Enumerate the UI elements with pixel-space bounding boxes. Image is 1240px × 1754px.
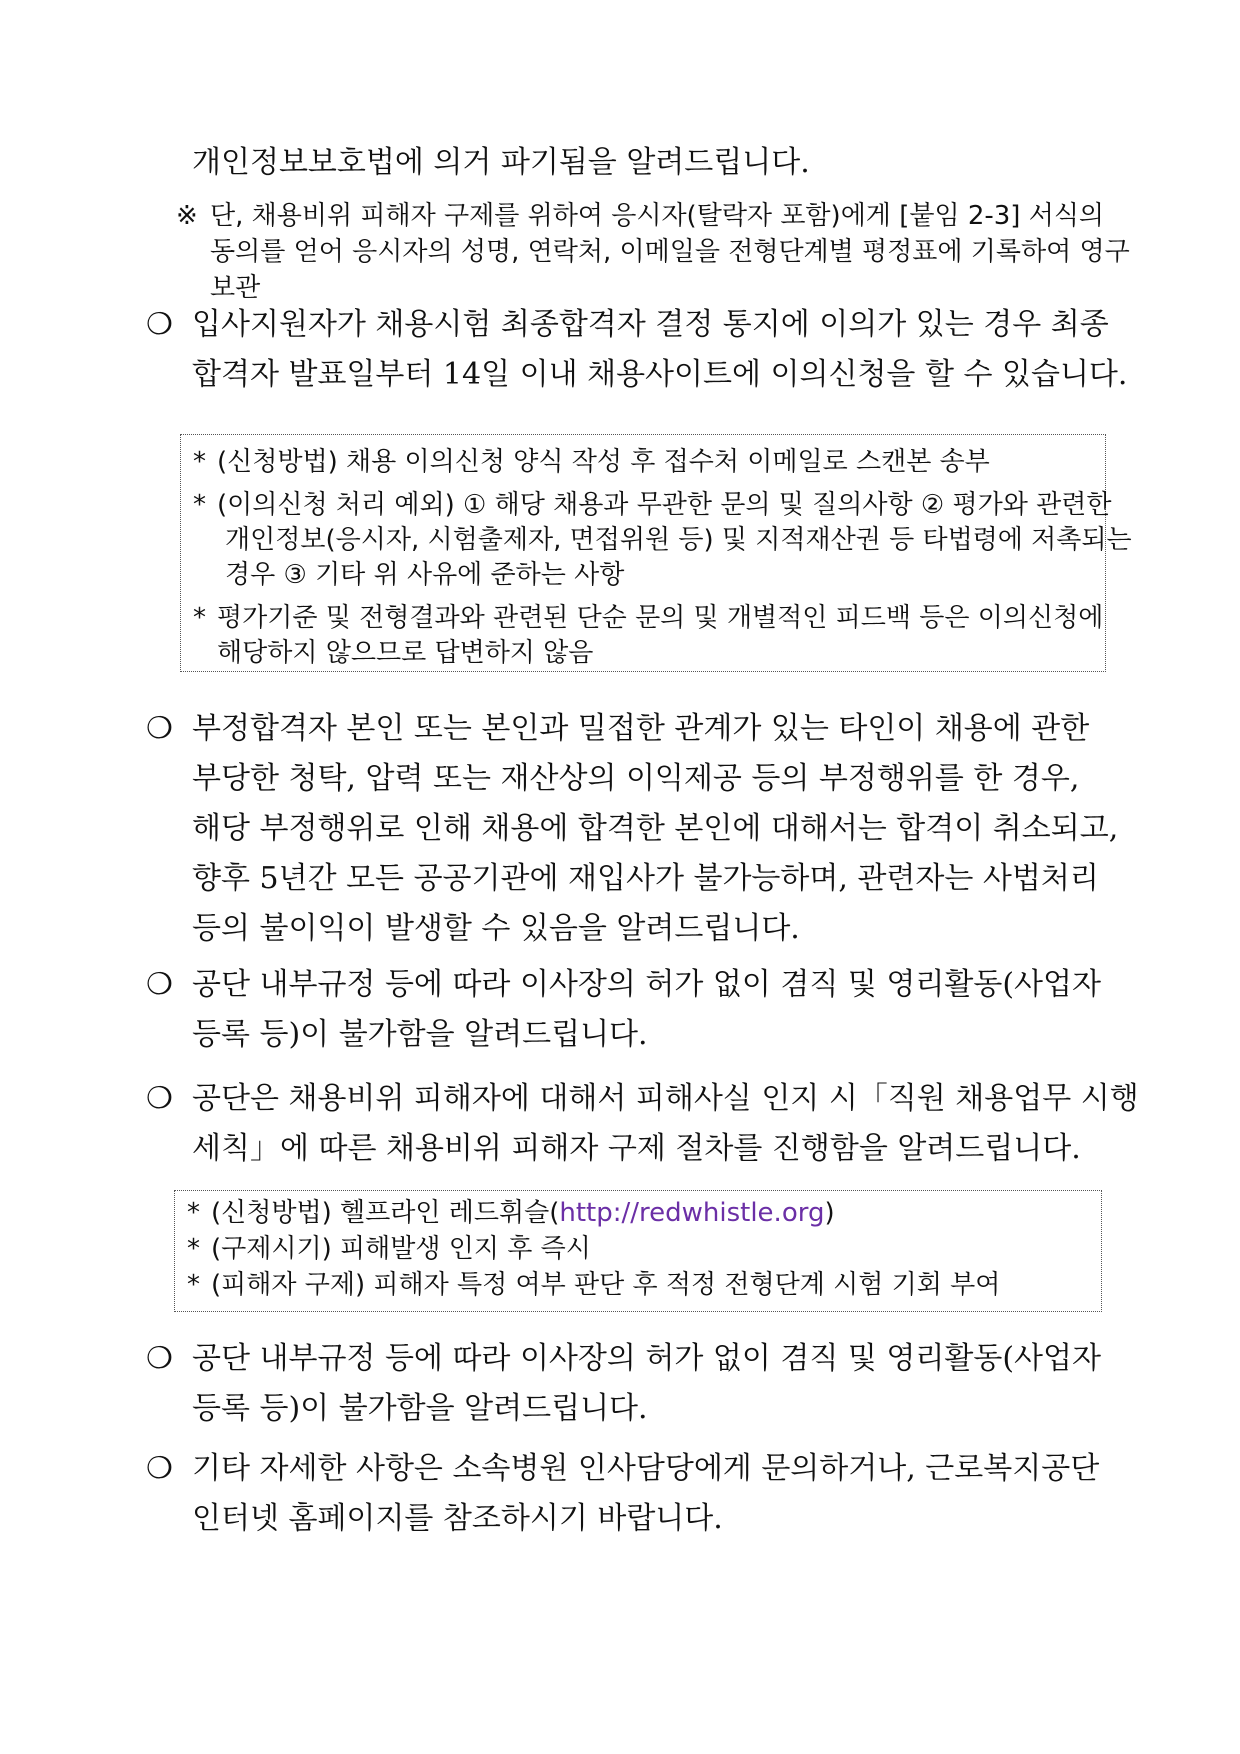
- bullet-objection: [146, 300, 1128, 400]
- asterisk-mark: *: [193, 603, 206, 633]
- bullet-victim-relief: [146, 1074, 1139, 1174]
- bullet-inquiry: [146, 1444, 1124, 1544]
- bullet-line: 등의 불이익이 발생할 수 있음을 알려드립니다.: [192, 911, 800, 946]
- box-item-line: (신청방법) 헬프라인 레드휘슬(: [211, 1198, 560, 1228]
- bullet-circle-icon: ❍: [146, 967, 173, 1002]
- box-item-line: 평가기준 및 전형결과와 관련된 단순 문의 및 개별적인 피드백 등은 이의신청에: [217, 603, 1104, 633]
- bullet-fraud: [146, 704, 1124, 954]
- victim-relief-box: [174, 1190, 1102, 1312]
- bullet-line: 인터넷 홈페이지를 참조하시기 바랍니다.: [192, 1501, 723, 1536]
- bullet-line: 합격자 발표일부터 14일 이내 채용사이트에 이의신청을 할 수 있습니다.: [192, 357, 1128, 392]
- bullet-side-job: [146, 960, 1124, 1060]
- bullet-line: 공단 내부규정 등에 따라 이사장의 허가 없이 겸직 및 영리활동(사업자: [192, 1341, 1101, 1376]
- box-item: [187, 1267, 1089, 1303]
- note-line: 보관: [210, 273, 261, 303]
- redwhistle-link[interactable]: http://redwhistle.org: [559, 1198, 825, 1228]
- bullet-line: 기타 자세한 사항은 소속병원 인사담당에게 문의하거나, 근로복지공단: [192, 1451, 1100, 1486]
- box-item-line: 경우 ③ 기타 위 사유에 준하는 사항: [225, 560, 625, 590]
- note-text: [210, 198, 1130, 306]
- bullet-line: 입사지원자가 채용시험 최종합격자 결정 통지에 이의가 있는 경우 최종: [192, 307, 1109, 342]
- box-item-line: (피해자 구제) 피해자 특정 여부 판단 후 적정 전형단계 시험 기회 부여: [211, 1270, 1001, 1300]
- box-item-line: (신청방법) 채용 이의신청 양식 작성 후 접수처 이메일로 스캔본 송부: [217, 447, 990, 477]
- bullet-line: 공단은 채용비위 피해자에 대해서 피해사실 인지 시「직원 채용업무 시행: [192, 1081, 1139, 1116]
- objection-details-box: [180, 434, 1132, 672]
- asterisk-mark: *: [193, 490, 206, 520]
- box-item: [187, 1231, 1089, 1267]
- bullet-circle-icon: ❍: [146, 1081, 173, 1116]
- asterisk-mark: *: [187, 1270, 200, 1300]
- box-item: [193, 601, 1104, 671]
- bullet-circle-icon: ❍: [146, 1451, 173, 1486]
- bullet-line: 등록 등)이 불가함을 알려드립니다.: [192, 1391, 648, 1426]
- box-item-line: (이의신청 처리 예외) ① 해당 채용과 무관한 문의 및 질의사항 ② 평가와 관련한: [217, 490, 1112, 520]
- bullet-line: 부당한 청탁, 압력 또는 재산상의 이익제공 등의 부정행위를 한 경우,: [192, 761, 1080, 796]
- bullet-circle-icon: ❍: [146, 307, 173, 342]
- box-item-line: ): [824, 1198, 835, 1228]
- note-line: 동의를 얻어 응시자의 성명, 연락처, 이메일을 전형단계별 평정표에 기록하여 영구: [210, 237, 1130, 267]
- bullet-line: 공단 내부규정 등에 따라 이사장의 허가 없이 겸직 및 영리활동(사업자: [192, 967, 1101, 1002]
- bullet-circle-icon: ❍: [146, 1341, 173, 1376]
- asterisk-mark: *: [187, 1234, 200, 1264]
- box-item-line: 개인정보(응시자, 시험출제자, 면접위원 등) 및 지적재산권 등 타법령에 저촉되는: [225, 525, 1132, 555]
- box-item: [193, 488, 1132, 593]
- bullet-circle-icon: ❍: [146, 711, 173, 746]
- box-item: [187, 1195, 1089, 1231]
- box-item-line: (구제시기) 피해발생 인지 후 즉시: [211, 1234, 591, 1264]
- asterisk-mark: *: [187, 1198, 200, 1228]
- continuation-text: 개인정보보호법에 의거 파기됨을 알려드립니다.: [192, 145, 810, 180]
- box-item: [193, 445, 1093, 480]
- bullet-line: 해당 부정행위로 인해 채용에 합격한 본인에 대해서는 합격이 취소되고,: [192, 811, 1119, 846]
- note-paragraph: [176, 198, 1130, 306]
- note-mark: ※: [176, 201, 198, 231]
- bullet-line: 향후 5년간 모든 공공기관에 재입사가 불가능하며, 관련자는 사법처리: [192, 861, 1099, 896]
- bullet-line: 등록 등)이 불가함을 알려드립니다.: [192, 1017, 648, 1052]
- bullet-side-job-repeat: [146, 1334, 1124, 1434]
- asterisk-mark: *: [193, 447, 206, 477]
- bullet-line: 부정합격자 본인 또는 본인과 밀접한 관계가 있는 타인이 채용에 관한: [192, 711, 1090, 746]
- bullet-line: 세칙」에 따른 채용비위 피해자 구제 절차를 진행함을 알려드립니다.: [192, 1131, 1081, 1166]
- box-item-line: 해당하지 않으므로 답변하지 않음: [217, 638, 594, 668]
- note-line: 단, 채용비위 피해자 구제를 위하여 응시자(탈락자 포함)에게 [붙임 2-3] 서식의: [210, 201, 1105, 231]
